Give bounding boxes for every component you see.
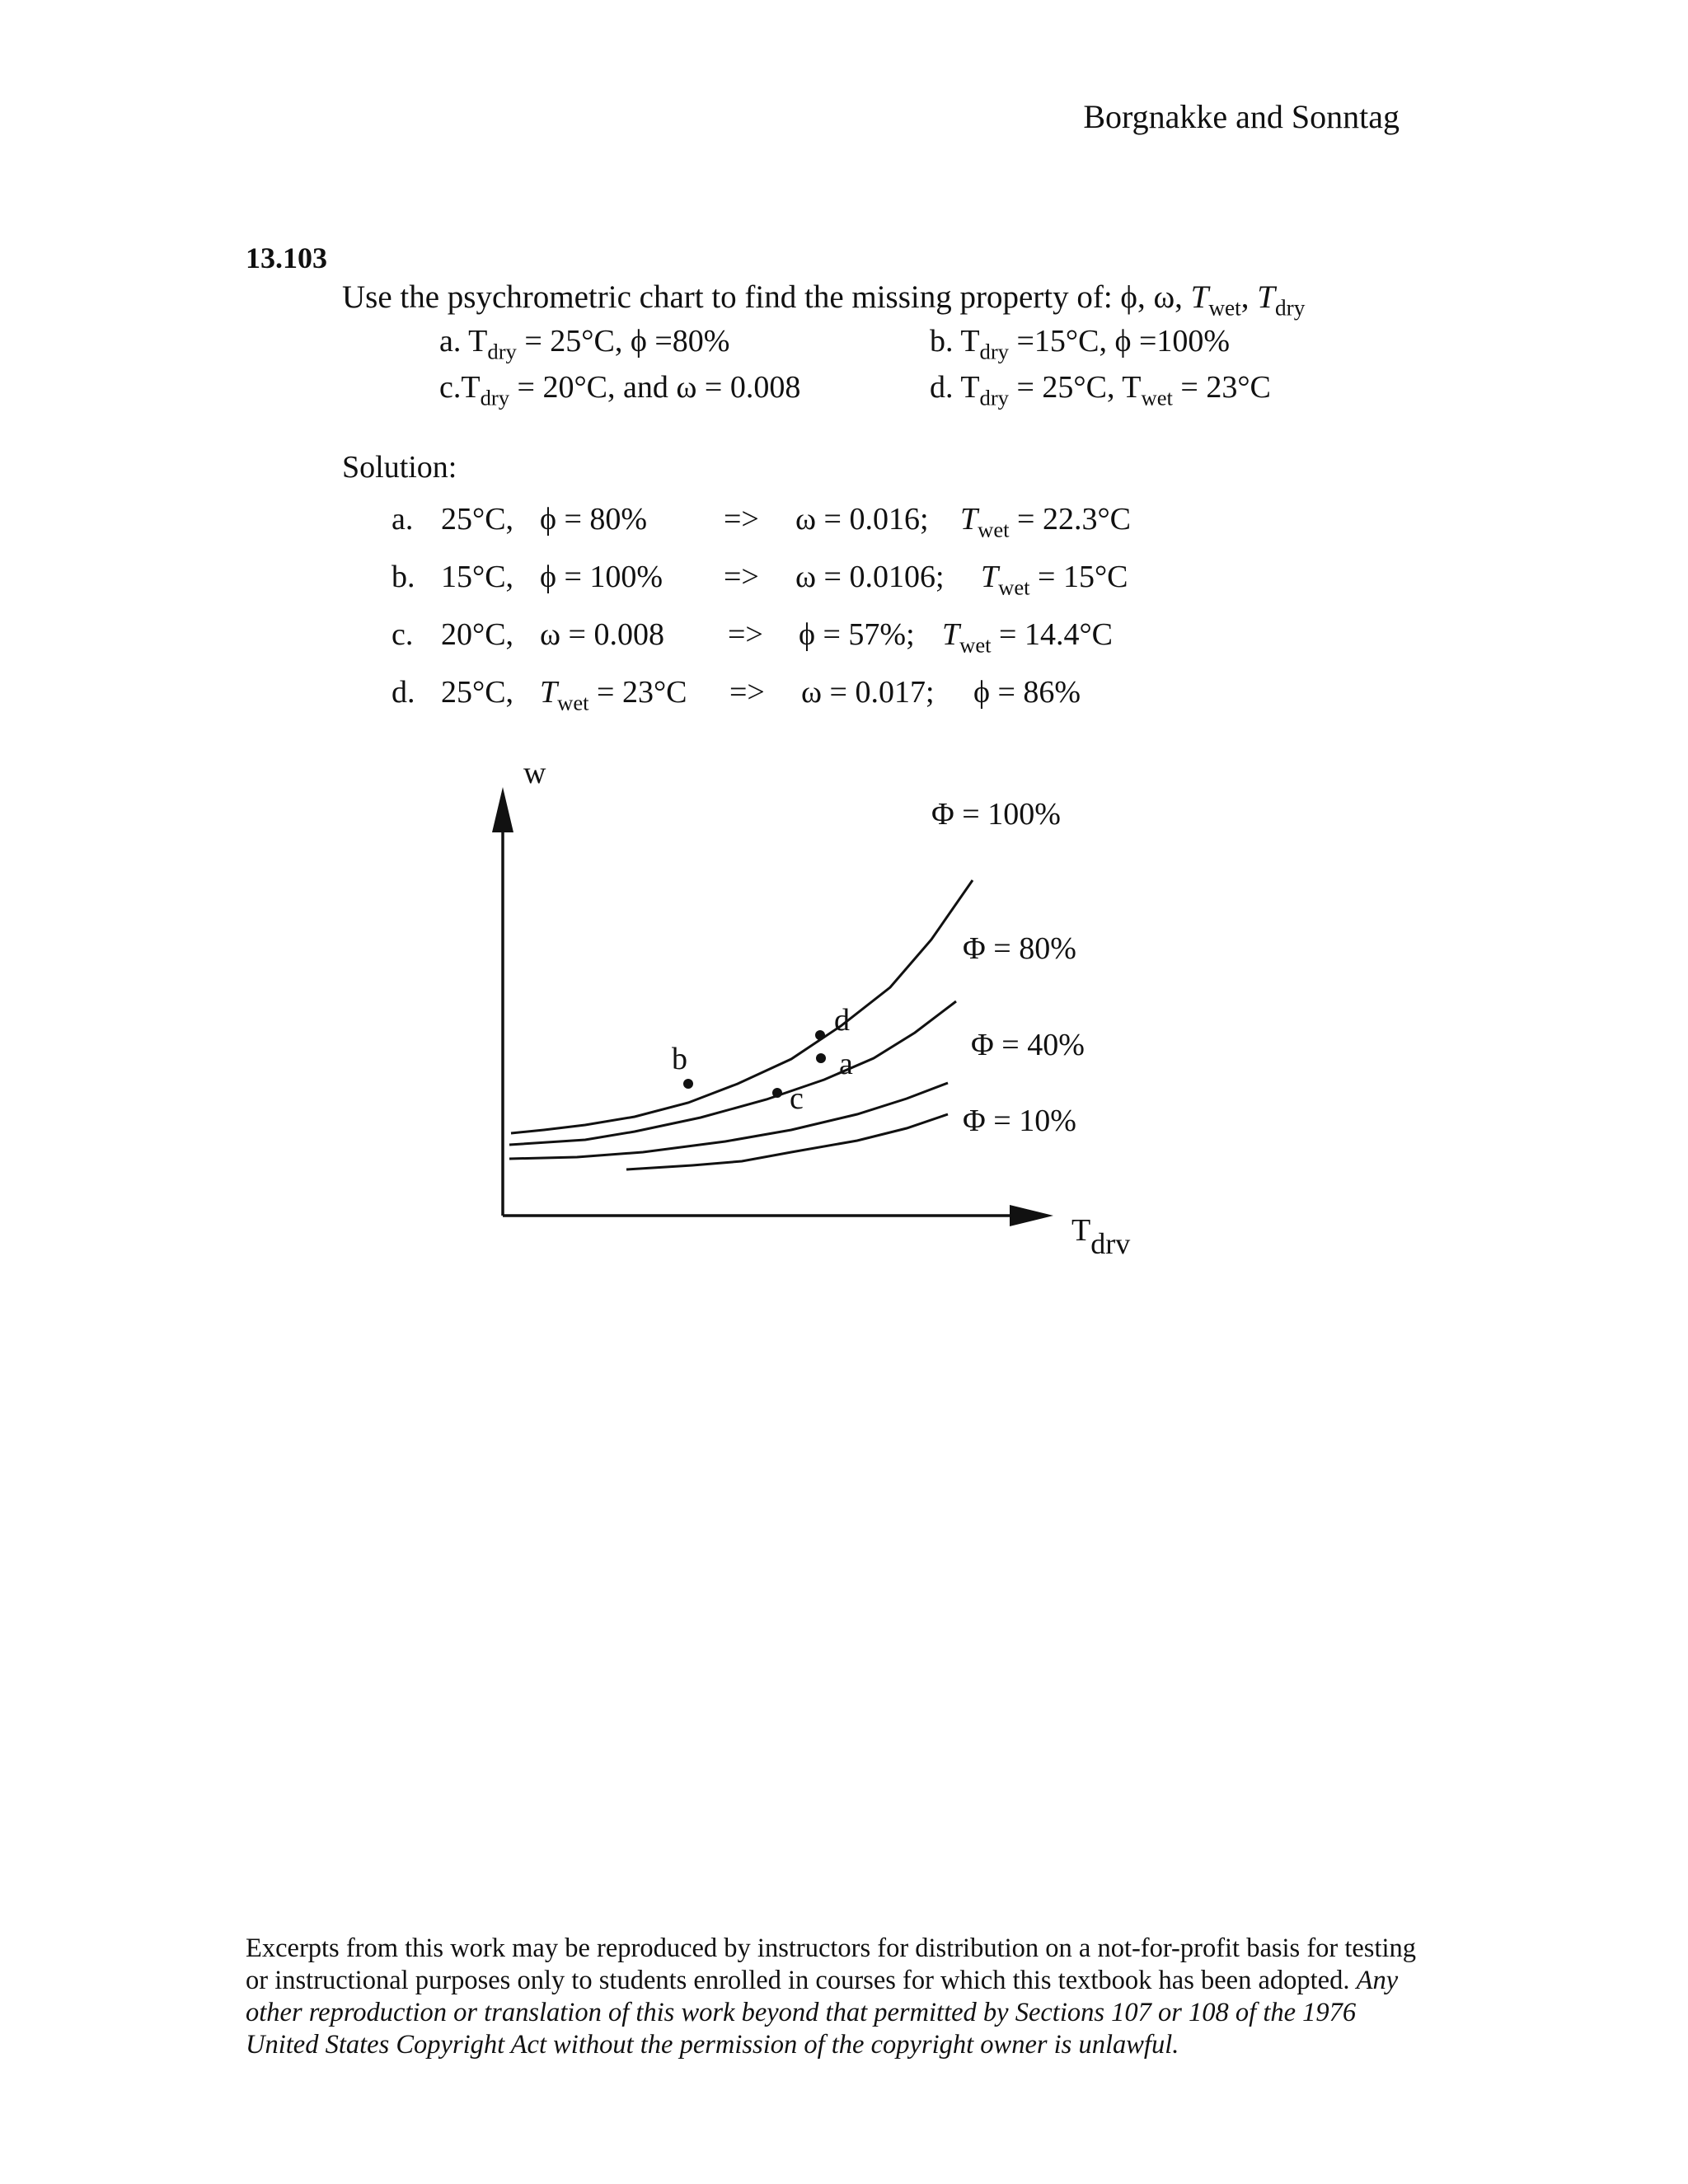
question-part-a: a. $T_{dry} = 25^\circ C$, ϕ =80% [439,324,730,364]
point-c [772,1088,782,1098]
page-header-authors: Borgnakke and Sonntag [1083,98,1400,135]
curve-phi-40 [509,1083,948,1159]
curve-label-phi-40: Φ = 40% [971,1028,1085,1062]
point-label-d: d [834,1003,850,1038]
question-part-c: $c.T_{dry} = 20^\circ C$, and ω = 0.008 [439,370,801,410]
question-part-d: d. $T_{dry} = 25^\circ C$, $T_{wet} = 23^\circ C$ [930,370,1271,410]
curve-phi-100 [511,880,973,1133]
x-axis-label: Tdrv [1071,1213,1131,1260]
question-part-b: b. $T_{dry} =15^\circ C$, ϕ =100% [930,324,1231,364]
point-label-a: a [839,1047,853,1081]
point-a [816,1053,826,1063]
curve-label-phi-80: Φ = 80% [963,931,1076,966]
point-label-c: c [790,1081,804,1116]
curve-phi-80 [509,1001,956,1145]
copyright-footer: Excerpts from this work may be reproduced by instructors for distribution on a not-for-profit basis for testing or instructional purposes only to students enrolled in courses for which this textbook has been adopted. Any other reproduction or translation of this work beyond that permitted by Sections 107 or 108 of the 1976 United States Copyright Act without the permission of the copyright owner is unlawful. [246,1933,1417,2060]
problem-statement: Use the psychrometric chart to find the missing property of: ϕ, ω, $T_{wet}$, $T_{dry}$ [342,279,1306,321]
point-b [683,1079,693,1089]
curve-label-phi-10: Φ = 10% [963,1104,1076,1138]
point-d [815,1030,825,1040]
x-axis-arrowhead [1010,1205,1053,1226]
curve-label-phi-100: Φ = 100% [931,797,1061,832]
y-axis-label: w [523,756,546,790]
y-axis-arrowhead [492,787,513,832]
solution-heading: Solution: [342,450,457,485]
problem-number: 13.103 [246,241,327,274]
point-label-b: b [672,1042,687,1076]
